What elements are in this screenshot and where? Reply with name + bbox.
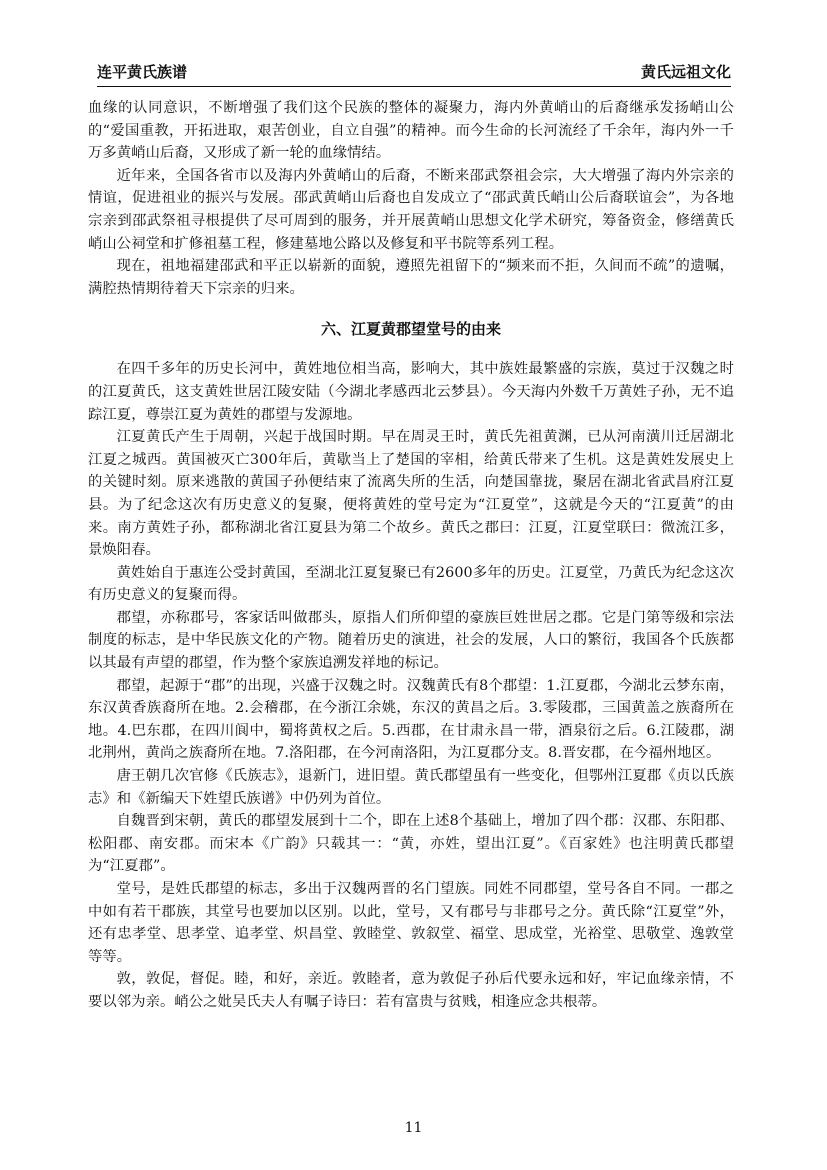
paragraph: 江夏黄氏产生于周朝，兴起于战国时期。早在周灵王时，黄氏先祖黄渊，已从河南潢川迁居湖北江夏之城西。黄国被灭亡300年后，黄歇当上了楚国的宰相，给黄氏带来了生机。这是黄姓发展史上的关键时刻。原来逃散的黄国子孙便结束了流离失所的生活，向楚国靠拢，聚居在湖北省武昌府江夏县。为了纪念这次有历史意义的复聚，便将黄姓的堂号定为“江夏堂”，这就是今天的“江夏黄”的由来。南方黄姓子孙，都称湖北省江夏县为第二个故乡。黄氏之郡曰：江夏，江夏堂联曰：微流江多，景焕阳春。 <box>88 429 734 559</box>
section-title: 六、江夏黄郡望堂号的由来 <box>320 320 501 339</box>
paragraph: 现在，祖地福建邵武和平正以崭新的面貌，遵照先祖留下的“频来而不拒，久间而不疏”的遗嘱，满腔热情期待着天下宗亲的归来。 <box>88 258 734 297</box>
paragraph: 堂号，是姓氏郡望的标志，多出于汉魏两晋的名门望族。同姓不同郡望，堂号各自不同。一郡之中如有若干郡族，其堂号也要加以区别。以此，堂号，又有郡号与非郡号之分。黄氏除“江夏堂”外，还有忠孝堂、思孝堂、追孝堂、炽昌堂、敦睦堂、敦叙堂、福堂、思成堂，光裕堂、思敬堂、逸敦堂等等。 <box>88 881 734 965</box>
page-body <box>88 97 734 1014</box>
paragraph: 自魏晋到宋朝，黄氏的郡望发展到十二个，即在上述8个基础上，增加了四个郡：汉郡、东阳郡、松阳郡、南安郡。而宋本《广韵》只载其一：“黄，亦姓，望出江夏”。《百家姓》也注明黄氏郡望为“江夏郡”。 <box>88 813 734 875</box>
paragraph: 郡望，起源于“郡”的出现，兴盛于汉魏之时。汉魏黄氏有8个郡望：1.江夏郡，今湖北云梦东南，东汉黄香族裔所在地。2.会稽郡，在今浙江余姚，东汉的黄昌之后。3.零陵郡，三国黄盖之族裔所在地。4.巴东郡，在四川阆中，蜀将黄权之后。5.西郡，在甘肃永昌一带，酒泉衍之后。6.江陵郡，湖北荆州，黄尚之族裔所在地。7.洛阳郡，在今河南洛阳，为江夏郡分支。8.晋安郡，在今福州地区。 <box>88 677 734 762</box>
paragraph: 血缘的认同意识，不断增强了我们这个民族的整体的凝聚力，海内外黄峭山的后裔继承发扬峭山公的“爱国重教，开拓进取，艰苦创业，自立自强”的精神。而今生命的长河流经了千余年，海内外一千万多黄峭山后裔，又形成了新一轮的血缘情结。 <box>88 100 734 162</box>
page-number: 11 <box>404 1120 423 1136</box>
paragraph: 在四千多年的历史长河中，黄姓地位相当高，影响大，其中族姓最繁盛的宗族，莫过于汉魏之时的江夏黄氏，这支黄姓世居江陵安陆（今湖北孝感西北云梦县）。今天海内外数千万黄姓子孙，无不追踪江夏，尊崇江夏为黄姓的郡望与发源地。 <box>88 361 734 423</box>
paragraph: 近年来，全国各省市以及海内外黄峭山的后裔，不断来邵武祭祖会宗，大大增强了海内外宗亲的情谊，促进祖业的振兴与发展。邵武黄峭山后裔也自发成立了“邵武黄氏峭山公后裔联谊会”，为各地宗亲到邵武祭祖寻根提供了尽可周到的服务，并开展黄峭山思想文化学术研究，筹备资金，修缮黄氏峭山公祠堂和扩修祖墓工程，修建墓地公路以及修复和平书院等系列工程。 <box>88 167 734 252</box>
page-header <box>97 62 731 87</box>
header-chapter-title: 黄氏远祖文化 <box>640 63 731 81</box>
paragraph: 敦，敦促，督促。睦，和好，亲近。敦睦者，意为敦促子孙后代要永远和好，牢记血缘亲情，不要以邻为亲。峭公之妣吴氏夫人有嘱子诗曰：若有富贵与贫贱，相逢应念共根蒂。 <box>88 971 734 1010</box>
paragraph: 唐王朝几次官修《氏族志》，退新门，进旧望。黄氏郡望虽有一些变化，但鄂州江夏郡《贞以氏族志》和《新编天下姓望氏族谱》中仍列为首位。 <box>88 768 734 807</box>
paragraph: 郡望，亦称郡号，客家话叫做郡头，原指人们所仰望的豪族巨姓世居之郡。它是门第等级和宗法制度的标志，是中华民族文化的产物。随着历史的演进，社会的发展，人口的繁衍，我国各个氏族都以其最有声望的郡望，作为整个家族追溯发祥地的标记。 <box>88 609 734 672</box>
paragraph: 黄姓始自于惠连公受封黄国，至湖北江夏复聚已有2600多年的历史。江夏堂，乃黄氏为纪念这次有历史意义的复聚而得。 <box>88 564 734 604</box>
header-book-title: 连平黄氏族谱 <box>97 63 188 81</box>
